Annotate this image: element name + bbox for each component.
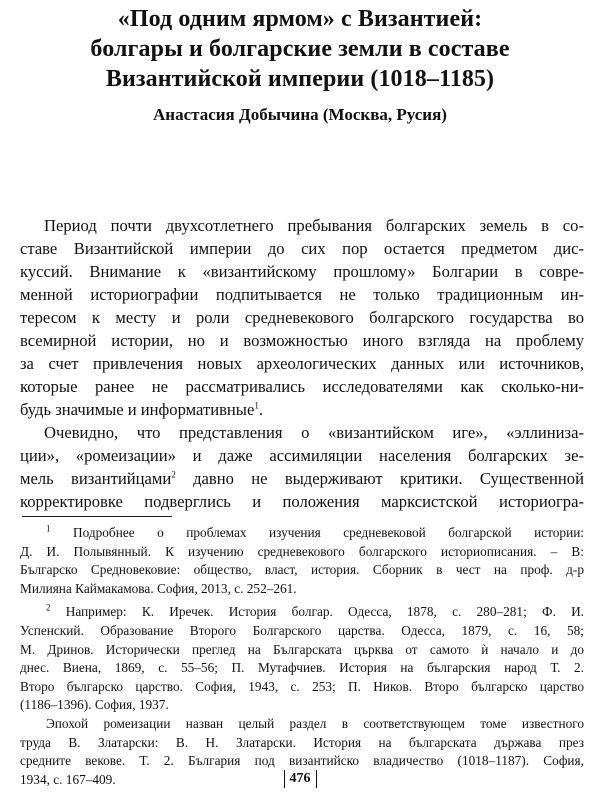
footnotes bbox=[20, 524, 584, 789]
text-line: всемирной истории, но и возможностью иного взгляда на проблему bbox=[20, 331, 584, 350]
footnote-line: Успенский. Образование Второго Болгарского царства. Одесса, 1879, с. 16, 58; bbox=[20, 622, 584, 638]
footnote-line: Милияна Каймакамова. София, 2013, с. 252–261. bbox=[20, 580, 297, 596]
text-line: менной историографии подпитывается не только традиционным ин- bbox=[20, 285, 584, 304]
footnote-line: Эпохой ромеизации назван целый раздел в соответствующем томе известного bbox=[46, 715, 584, 731]
text-line bbox=[20, 467, 584, 490]
title-line: Византийской империи (1018–1185) bbox=[105, 66, 495, 92]
page-number bbox=[0, 770, 600, 788]
footnote-line: труда В. Златарски: В. Н. Златарски. История на българската държава през bbox=[20, 734, 584, 750]
footnote-ref: 2 bbox=[171, 469, 176, 480]
text-line: ставе Византийской империи до сих пор остается предметом дис- bbox=[20, 239, 584, 258]
footnote-line bbox=[20, 524, 584, 543]
text-line: за счет привлечения новых археологических данных или источников, bbox=[20, 354, 584, 373]
page-number-value: 476 bbox=[284, 770, 317, 788]
text-line: куссий. Внимание к «византийскому прошлому» Болгарии в совре- bbox=[20, 262, 584, 281]
text-line bbox=[20, 398, 584, 421]
footnote-line bbox=[20, 603, 584, 622]
footnote-line: днес. Виена, 1869, с. 55–56; П. Мутафчиев. История на българския народ Т. 2. bbox=[20, 660, 584, 676]
text-line: корректировке подверглись и положения марксистской историогра- bbox=[20, 492, 584, 511]
footnote-line: Второ българско царство. София, 1943, с. 253; П. Ников. Второ българско царство bbox=[20, 678, 584, 694]
text-segment: Например: К. Иречек. История болгар. Одесса, 1878, с. 280–281; Ф. И. bbox=[50, 604, 584, 620]
text-segment: Подробнее о проблемах изучения средневековой болгарской истории: bbox=[50, 525, 584, 540]
text-segment: будь значимые и информативные bbox=[20, 400, 255, 419]
footnote-ref: 1 bbox=[254, 400, 259, 411]
text-segment: давно не выдерживают критики. Существенной bbox=[175, 469, 584, 488]
footnote-mark: 2 bbox=[46, 602, 51, 613]
footnote-mark: 1 bbox=[46, 523, 51, 534]
title-line: «Под одним ярмом» с Византией: bbox=[117, 6, 483, 32]
text-line: Очевидно, что представления о «византийском иге», «эллиниза- bbox=[44, 423, 584, 442]
text-segment: . bbox=[258, 400, 263, 419]
chapter-title bbox=[30, 4, 570, 94]
text-line: Период почти двухсотлетнего пребывания болгарских земель в со- bbox=[44, 216, 584, 235]
footnote-line: средните векове. Т. 2. България под византийско владичество (1018–1187). София, bbox=[20, 753, 584, 769]
footnote-line: М. Дринов. Исторически преглед на Българската църква от самото ѝ начало и до bbox=[20, 641, 584, 657]
text-line: тересом к месту и роли средневекового болгарского государства во bbox=[20, 308, 584, 327]
footnote-line: Д. И. Полывянный. К изучению средневекового болгарского историописания. – В: bbox=[20, 543, 584, 559]
body-text bbox=[20, 214, 584, 513]
text-segment: мель византийцами bbox=[20, 469, 172, 488]
author-line: Анастасия Добычина (Москва, Русия) bbox=[153, 105, 447, 124]
text-line: которые ранее не рассматривались исследователями как сколько-ни- bbox=[20, 377, 584, 396]
footnote-divider bbox=[22, 516, 172, 517]
title-line: болгары и болгарские земли в составе bbox=[90, 36, 510, 62]
footnote-line: 1934, с. 167–409. bbox=[20, 771, 116, 787]
text-line: ции», «ромеизации» и даже ассимиляции населения болгарских зе- bbox=[20, 446, 584, 465]
footnote-line: Българско Средновековие: общество, власт, история. Сборник в чест на проф. д-р bbox=[20, 562, 584, 578]
footnote-line: (1186–1396). София, 1937. bbox=[20, 697, 169, 713]
